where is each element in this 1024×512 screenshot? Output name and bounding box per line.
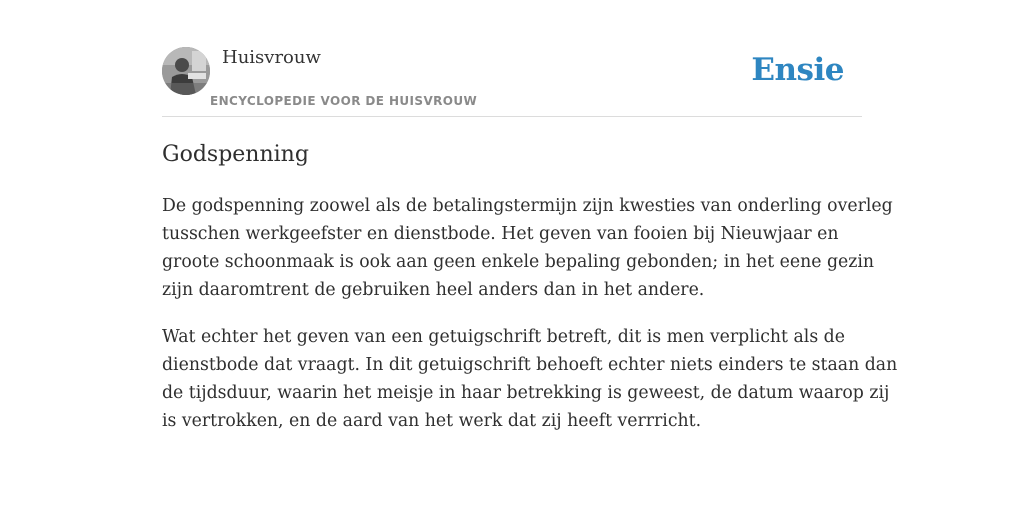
site-header	[162, 46, 862, 117]
site-name[interactable]: Huisvrouw	[222, 47, 321, 68]
paragraph-line: de tijdsduur, waarin het meisje in haar betrekking is geweest, de datum waarop zij	[162, 383, 890, 403]
paragraph	[162, 323, 898, 435]
paragraph-line: De godspenning zoowel als de betalingstermijn zijn kwesties van onderling overleg	[162, 196, 893, 216]
paragraph-line: tusschen werkgeefster en dienstbode. Het geven van fooien bij Nieuwjaar en	[162, 224, 839, 244]
paragraph-line: is vertrokken, en de aard van het werk dat zij heeft verrricht.	[162, 411, 702, 431]
paragraph-line: groote schoonmaak is ook aan geen enkele bepaling gebonden; in het eene gezin	[162, 252, 875, 272]
avatar[interactable]	[162, 47, 210, 95]
page-title: Godspenning	[162, 142, 309, 167]
article-body	[162, 192, 898, 454]
site-tagline: ENCYCLOPEDIE VOOR DE HUISVROUW	[210, 94, 478, 108]
avatar-photo-icon	[162, 47, 210, 95]
brand-logo[interactable]: Ensie	[751, 52, 844, 88]
paragraph-line: dienstbode dat vraagt. In dit getuigschrift behoeft echter niets einders te staan dan	[162, 355, 898, 375]
paragraph	[162, 192, 893, 304]
page	[162, 0, 898, 512]
paragraph-line: zijn daaromtrent de gebruiken heel anders dan in het andere.	[162, 280, 705, 300]
paragraph-line: Wat echter het geven van een getuigschrift betreft, dit is men verplicht als de	[162, 327, 845, 347]
